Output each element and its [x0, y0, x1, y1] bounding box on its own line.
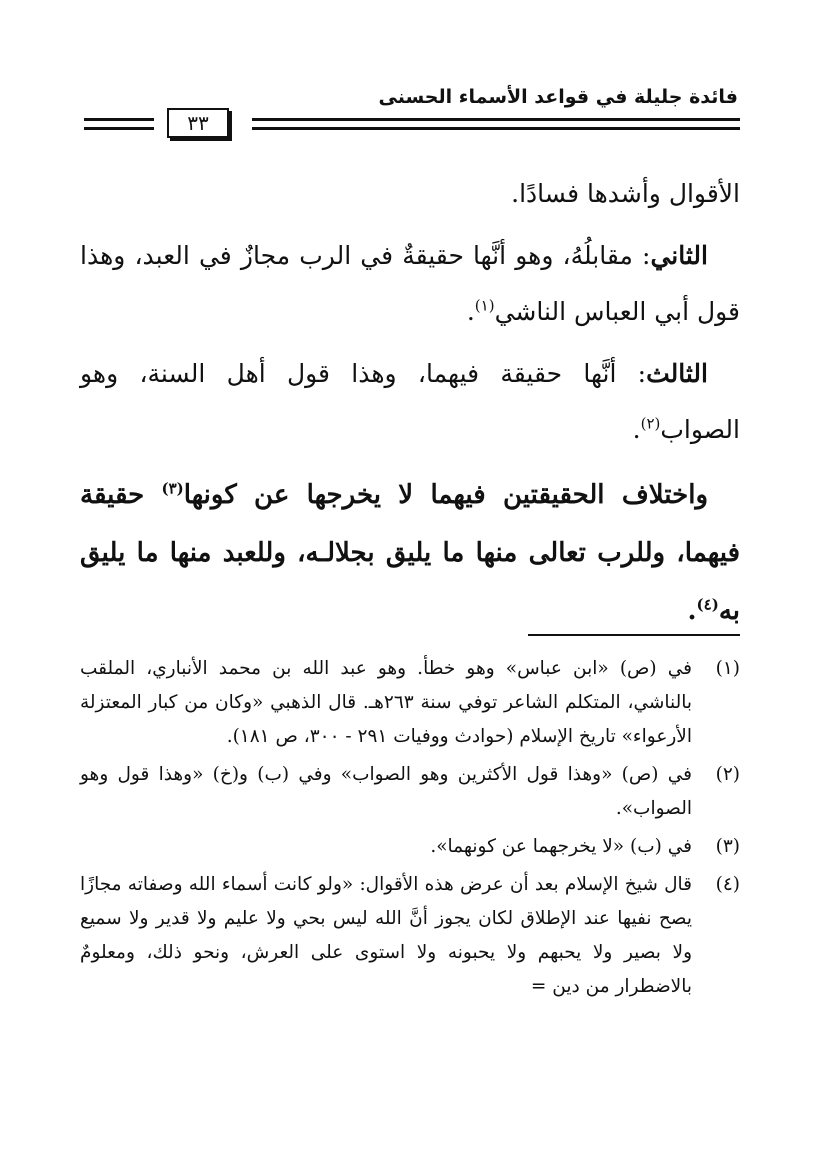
paragraph-3-text: : أنَّها حقيقة فيهما، وهذا قول أهل السنة، وهو الصواب [80, 359, 740, 444]
paragraph-4-end: . [687, 596, 697, 626]
footnote-ref-1[interactable]: (١) [474, 296, 495, 315]
header-rule-short-bottom [84, 127, 154, 130]
footnote-item [80, 652, 740, 754]
main-text [80, 166, 740, 646]
footnote-text: في (ص) «ابن عباس» وهو خطأ. وهو عبد الله بن محمد الأنباري، الملقب بالناشي، المتكلم الشاعر توفي سنة ٢٦٣هـ. قال الذهبي «وكان من كبار المعتزلة الأرعواء» تاريخ الإسلام (حوادث ووفيات ٢٩١ - ٣٠٠، ص ١٨١). [80, 658, 693, 747]
footnote-separator [528, 634, 740, 636]
paragraph-4 [80, 466, 740, 640]
paragraph-1-text: الأقوال وأشدها فسادًا. [511, 179, 740, 208]
paragraph-3-lead: الثالث [646, 359, 708, 388]
footnotes [80, 652, 740, 1008]
paragraph-2-text: : مقابلُهُ، وهو أنَّها حقيقةٌ في الرب مجازٌ في العبد، وهذا قول أبي العباس الناشي [80, 241, 740, 326]
paragraph-2 [80, 228, 740, 340]
header-rule-long-bottom [252, 127, 740, 130]
paragraph-4-text-b: حقيقة فيهما، وللرب تعالى منها ما يليق بجلالـه، وللعبد منها ما يليق به [80, 480, 740, 626]
footnote-ref-2[interactable]: (٢) [640, 414, 661, 433]
paragraph-2-lead: الثاني [650, 241, 708, 270]
paragraph-2-end: . [466, 297, 475, 326]
header-rule-short-top [84, 118, 154, 121]
header-rule-long-top [252, 118, 740, 121]
footnote-ref-4[interactable]: (٤) [696, 595, 719, 614]
footnote-text: قال شيخ الإسلام بعد أن عرض هذه الأقوال: «ولو كانت أسماء الله وصفاته مجازًا يصح نفيها عند الإطلاق لكان يجوز أنَّ الله ليس بحي ولا عليم ولا قدير ولا سميع ولا بصير ولا يحبهم ولا يحبونه ولا استوى على العرش، ونحو ذلك، ومعلومٌ بالاضطرار من دين = [80, 874, 692, 997]
paragraph-1 [80, 166, 740, 222]
footnote-number: (٤) [715, 874, 740, 895]
paragraph-4-text-a: واختلاف الحقيقتين فيهما لا يخرجها عن كونها [183, 480, 708, 510]
footnote-number: (١) [715, 658, 740, 679]
running-header-title: فائدة جليلة في قواعد الأسماء الحسنى [378, 86, 738, 108]
page-number-box: ٣٣ [167, 108, 229, 138]
footnote-item [80, 868, 740, 1004]
footnote-text: في (ص) «وهذا قول الأكثرين وهو الصواب» وفي (ب) و(خ) «وهذا قول وهو الصواب». [80, 764, 692, 819]
footnote-text: في (ب) «لا يخرجهما عن كونهما». [430, 836, 692, 857]
footnote-item [80, 758, 740, 826]
footnote-ref-3[interactable]: (٣) [161, 479, 184, 498]
paragraph-3 [80, 346, 740, 458]
footnote-number: (٣) [715, 836, 740, 857]
footnote-item [80, 830, 740, 864]
paragraph-3-end: . [632, 415, 641, 444]
footnote-number: (٢) [715, 764, 740, 785]
